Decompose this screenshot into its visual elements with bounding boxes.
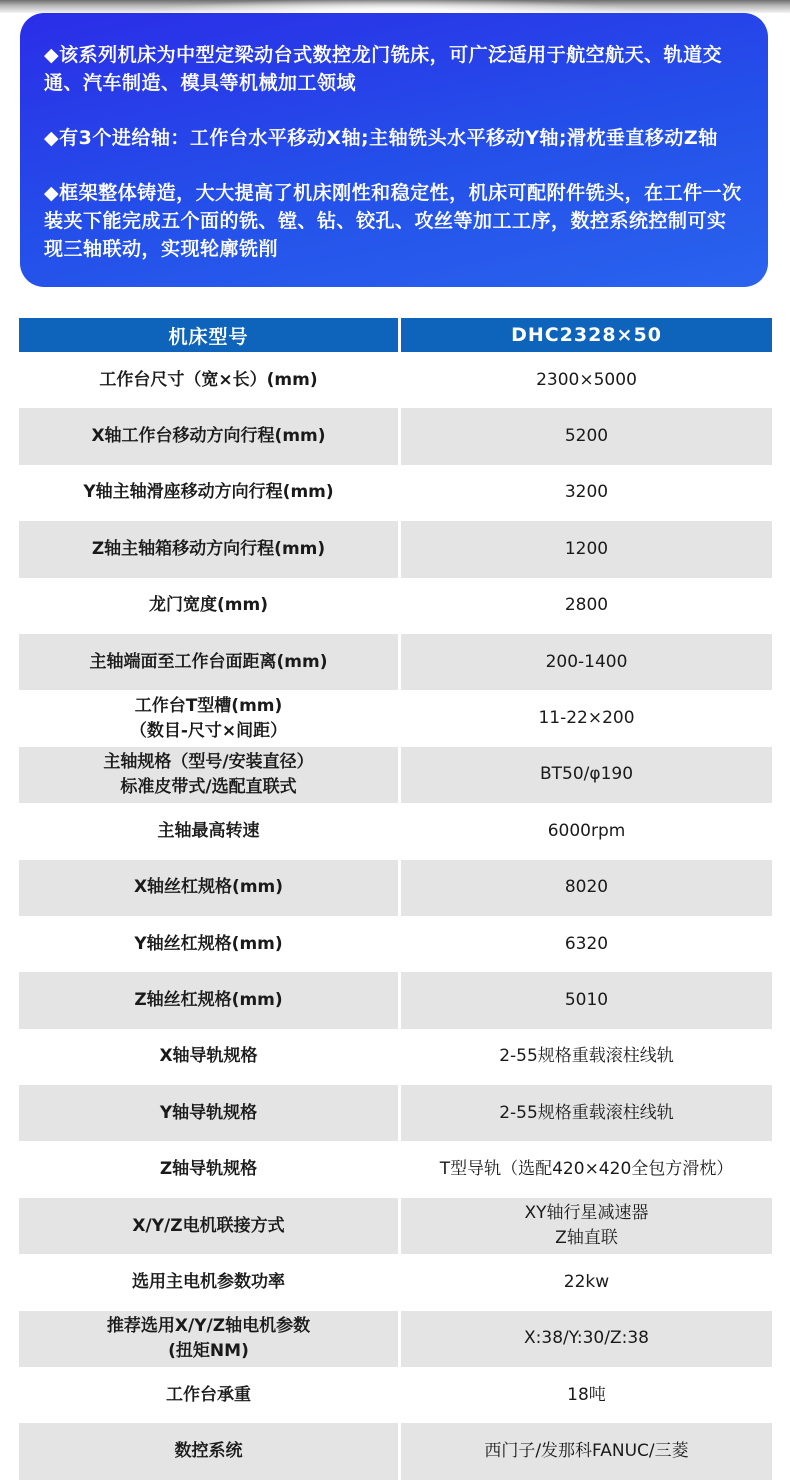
- spec-label-cell: X/Y/Z电机联接方式: [19, 1198, 398, 1254]
- table-row: [19, 1311, 772, 1367]
- hero-bullet: ◆有3个进给轴：工作台水平移动X轴;主轴铣头水平移动Y轴;滑枕垂直移动Z轴: [44, 127, 718, 149]
- table-row: [19, 1198, 772, 1254]
- spec-label-cell: 主轴端面至工作台面距离(mm): [19, 634, 398, 690]
- spec-value-cell: X:38/Y:30/Z:38: [401, 1311, 772, 1367]
- table-row: [19, 690, 772, 746]
- spec-label-cell: 主轴规格（型号/安装直径） 标准皮带式/选配直联式: [19, 747, 398, 803]
- spec-value-cell: 8020: [401, 860, 772, 916]
- feature-panel: [20, 13, 768, 287]
- table-row: [19, 972, 772, 1028]
- spec-value-cell: 6320: [564, 933, 609, 954]
- spec-value-cell: XY轴行星减速器 Z轴直联: [401, 1198, 772, 1254]
- spec-label-cell: Z轴丝杠规格(mm): [19, 972, 398, 1028]
- spec-label-cell: Z轴导轨规格: [159, 1159, 258, 1180]
- table-row: [19, 521, 772, 577]
- spec-table: [19, 318, 772, 1480]
- table-row: [19, 408, 772, 464]
- spec-value-cell: T型导轨（选配420×420全包方滑枕）: [439, 1159, 734, 1180]
- spec-label-cell: 推荐选用X/Y/Z轴电机参数 (扭矩NM): [19, 1311, 398, 1367]
- spec-table-header: [19, 318, 772, 352]
- table-row: [19, 747, 772, 803]
- spec-value-cell: 3200: [564, 482, 609, 503]
- spec-value-cell: 5010: [401, 972, 772, 1028]
- table-row: [19, 860, 772, 916]
- spec-label-cell: 龙门宽度(mm): [149, 595, 268, 616]
- hero-bullet: ◆框架整体铸造，大大提高了机床刚性和稳定性，机床可配附件铣头，在工件一次装夹下能完成五个面的铣、镗、钻、铰孔、攻丝等加工工序，数控系统控制可实现三轴联动，实现轮廓铣削: [44, 182, 742, 260]
- spec-label-cell: 主轴最高转速: [157, 820, 260, 841]
- spec-value-cell: 2-55规格重载滚柱线轨: [499, 1046, 674, 1067]
- spec-value-cell: 2800: [564, 595, 609, 616]
- spec-value-cell: 1200: [401, 521, 772, 577]
- table-row: [19, 1423, 772, 1479]
- spec-label-cell: Y轴导轨规格: [19, 1085, 398, 1141]
- spec-label-cell: 工作台尺寸（宽×长）(mm): [99, 369, 318, 390]
- table-row: [19, 634, 772, 690]
- top-shadow-strip: [0, 0, 790, 13]
- spec-label-cell: X轴丝杠规格(mm): [19, 860, 398, 916]
- table-row: [19, 803, 772, 859]
- table-row: [19, 1029, 772, 1085]
- spec-value-cell: 11-22×200: [538, 708, 635, 729]
- table-row: [19, 352, 772, 408]
- spec-value-cell: 西门子/发那科FANUC/三菱: [401, 1423, 772, 1479]
- table-row: [19, 1254, 772, 1310]
- model-header-value: DHC2328×50: [401, 318, 772, 352]
- spec-value-cell: 6000rpm: [547, 820, 626, 841]
- table-row: [19, 1141, 772, 1197]
- model-header-label: 机床型号: [19, 318, 398, 352]
- spec-label-cell: Y轴丝杠规格(mm): [134, 933, 283, 954]
- spec-label-cell: Y轴主轴滑座移动方向行程(mm): [83, 482, 334, 503]
- spec-label-cell: 选用主电机参数功率: [132, 1271, 285, 1292]
- spec-label-cell: X轴工作台移动方向行程(mm): [19, 408, 398, 464]
- hero-bullet: ◆该系列机床为中型定梁动台式数控龙门铣床，可广泛适用于航空航天、轨道交通、汽车制造、模具等机械加工领域: [44, 44, 723, 94]
- spec-label-cell: 工作台承重: [166, 1384, 251, 1405]
- spec-label-cell: Z轴主轴箱移动方向行程(mm): [19, 521, 398, 577]
- spec-value-cell: 18吨: [567, 1384, 606, 1405]
- table-row: [19, 1367, 772, 1423]
- spec-value-cell: 22kw: [563, 1271, 610, 1292]
- table-row: [19, 465, 772, 521]
- table-row: [19, 578, 772, 634]
- table-row: [19, 1085, 772, 1141]
- spec-label-cell: 工作台T型槽(mm) （数目-尺寸×间距）: [129, 695, 288, 741]
- spec-table-body: [19, 352, 772, 1480]
- spec-value-cell: BT50/φ190: [401, 747, 772, 803]
- spec-label-cell: X轴导轨规格: [159, 1046, 258, 1067]
- spec-value-cell: 5200: [401, 408, 772, 464]
- table-row: [19, 916, 772, 972]
- spec-value-cell: 200-1400: [401, 634, 772, 690]
- spec-value-cell: 2300×5000: [536, 369, 637, 390]
- spec-value-cell: 2-55规格重载滚柱线轨: [401, 1085, 772, 1141]
- spec-label-cell: 数控系统: [19, 1423, 398, 1479]
